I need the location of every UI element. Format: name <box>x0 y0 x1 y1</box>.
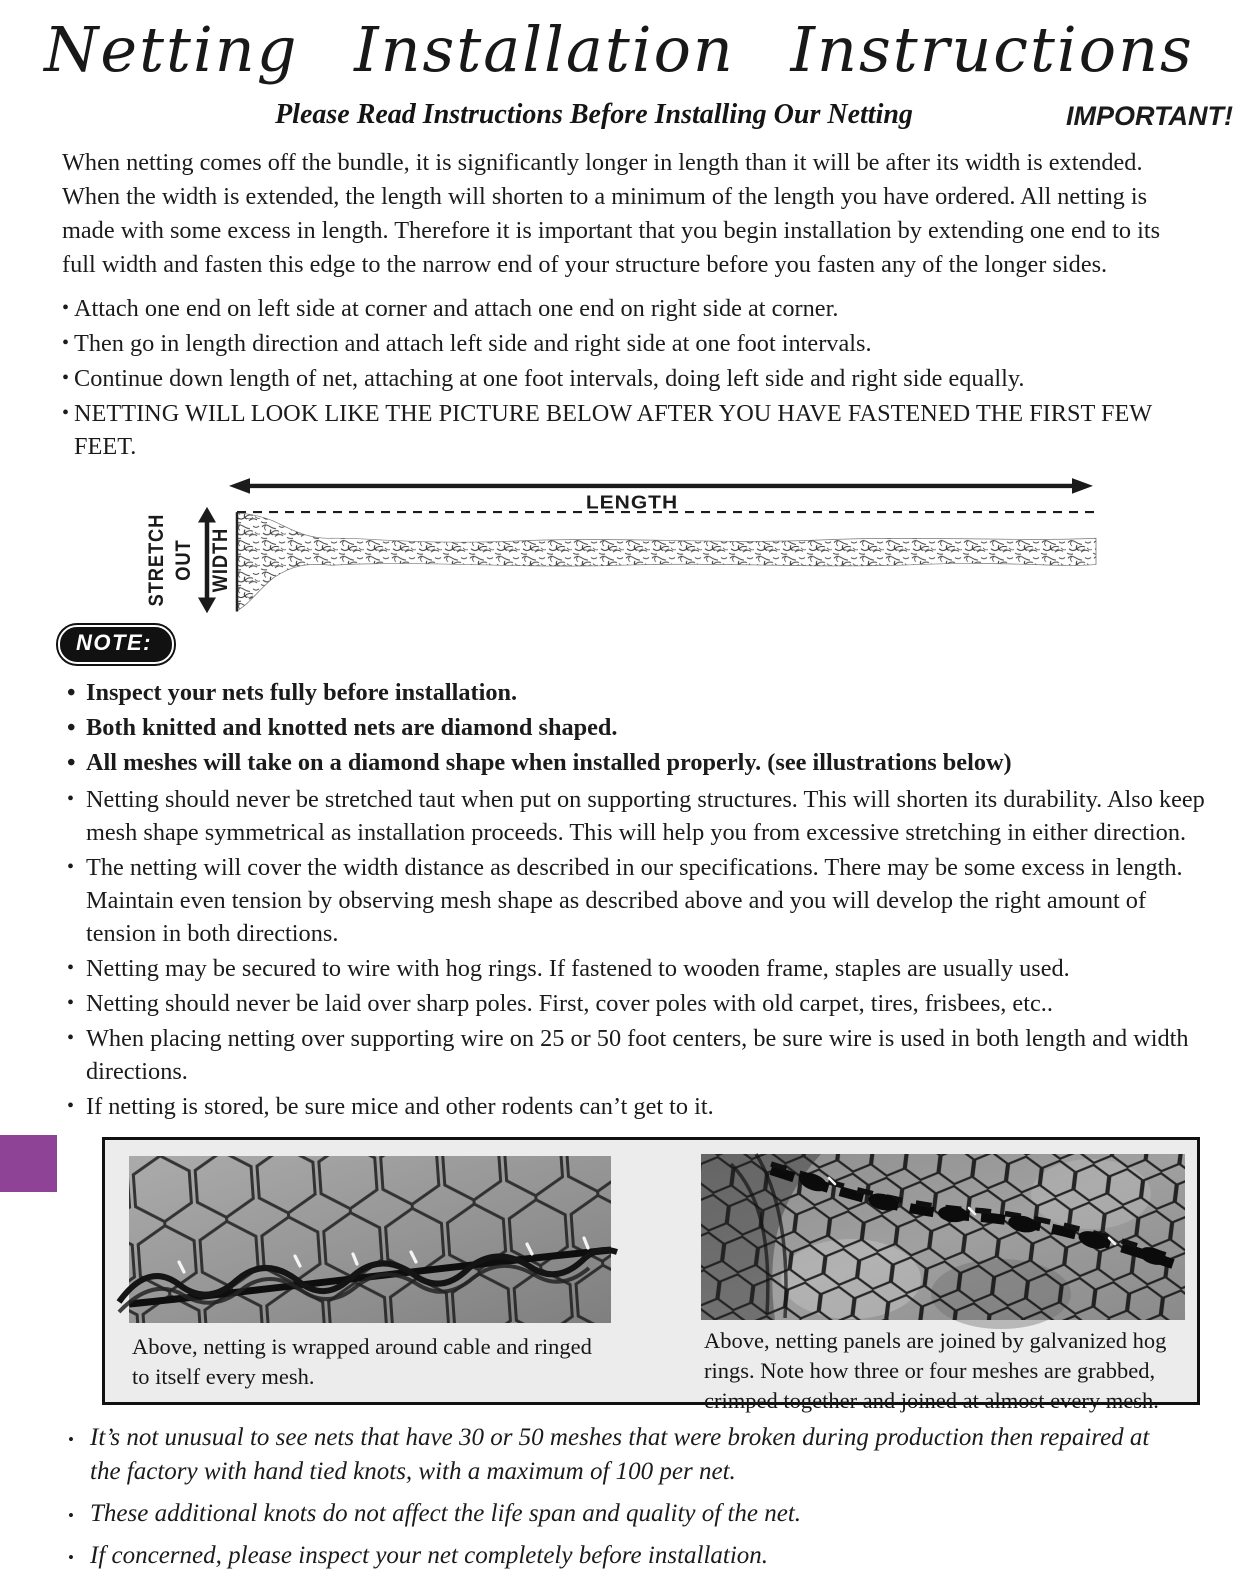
note-item: • When placing netting over supporting wire on 25 or 50 foot centers, be sure wire is used in both length and width directions. <box>62 1022 1214 1088</box>
width-label: WIDTH <box>208 527 233 593</box>
length-arrow <box>229 478 1093 494</box>
stretch-label: STRETCH <box>144 513 169 607</box>
important-label: IMPORTANT! <box>1066 101 1233 131</box>
step-item: • Attach one end on left side at corner and attach one end on right side at corner. <box>62 292 1198 325</box>
note-item: • Netting should never be stretched taut when put on supporting structures. This will shorten its durability. Also keep mesh shape symmetrical as installation proceeds. This will help you from excessive stretching in either direction. <box>62 783 1214 849</box>
note-item: • The netting will cover the width distance as described in our specifications. There may be some excess in length. Maintain even tension by observing mesh shape as described above and you will develop the right amount of tension in both directions. <box>62 851 1214 950</box>
left-photo-caption: Above, netting is wrapped around cable and ringed to itself every mesh. <box>132 1334 592 1389</box>
footer-item: • It’s not unusual to see nets that have 30 or 50 meshes that were broken during production then repaired at the factory with hand tied knots, with a maximum of 100 per net. <box>62 1421 1178 1489</box>
note-bold-list <box>62 676 1198 779</box>
right-photo-caption: Above, netting panels are joined by galvanized hog rings. Note how three or four meshes are grabbed, crimped together and joined at almost every mesh. <box>704 1328 1167 1413</box>
step-item: • NETTING WILL LOOK LIKE THE PICTURE BELOW AFTER YOU HAVE FASTENED THE FIRST FEW FEET. <box>62 397 1198 463</box>
installation-steps <box>62 292 1198 463</box>
note-item: • Both knitted and knotted nets are diamond shaped. <box>62 711 1198 744</box>
footer-notes <box>62 1421 1178 1573</box>
note-item: • Inspect your nets fully before installation. <box>62 676 1198 709</box>
intro-paragraph: When netting comes off the bundle, it is significantly longer in length than it will be after its width is extended. When the width is extended, the length will shorten to a minimum of the length you have ordered. All netting is made with some excess in length. Therefore it is important that you begin installation by extending one end to its full width and fasten this edge to the narrow end of your structure before you fasten any of the longer sides. <box>62 149 1161 278</box>
note-item: • Netting should never be laid over sharp poles. First, cover poles with old carpet, tires, frisbees, etc.. <box>62 987 1214 1020</box>
netting-illustration <box>237 513 1096 611</box>
out-label: OUT <box>171 539 196 581</box>
cable-ring-photo <box>129 1156 611 1323</box>
page-title: Netting Installation Instructions <box>44 13 1194 86</box>
netting-diagram <box>0 465 1238 615</box>
note-item: • All meshes will take on a diamond shape when installed properly. (see illustrations below) <box>62 746 1198 779</box>
step-item: • Then go in length direction and attach left side and right side at one foot intervals. <box>62 327 1198 360</box>
photo-panel <box>102 1137 1200 1413</box>
step-item: • Continue down length of net, attaching at one foot intervals, doing left side and right side equally. <box>62 362 1198 395</box>
purple-accent-block <box>0 1135 57 1192</box>
hog-ring-photo <box>701 1154 1185 1320</box>
note-item: • Netting may be secured to wire with hog rings. If fastened to wooden frame, staples are usually used. <box>62 952 1214 985</box>
length-label: LENGTH <box>585 492 679 514</box>
photo-section <box>0 1137 1238 1413</box>
note-item: • If netting is stored, be sure mice and other rodents can’t get to it. <box>62 1090 1214 1123</box>
subtitle: Please Read Instructions Before Installing Our Netting <box>275 99 913 130</box>
footer-item: • These additional knots do not affect the life span and quality of the net. <box>62 1497 1178 1531</box>
note-list <box>62 783 1214 1123</box>
note-badge: NOTE: <box>58 625 174 664</box>
footer-item: • If concerned, please inspect your net completely before installation. <box>62 1539 1178 1573</box>
